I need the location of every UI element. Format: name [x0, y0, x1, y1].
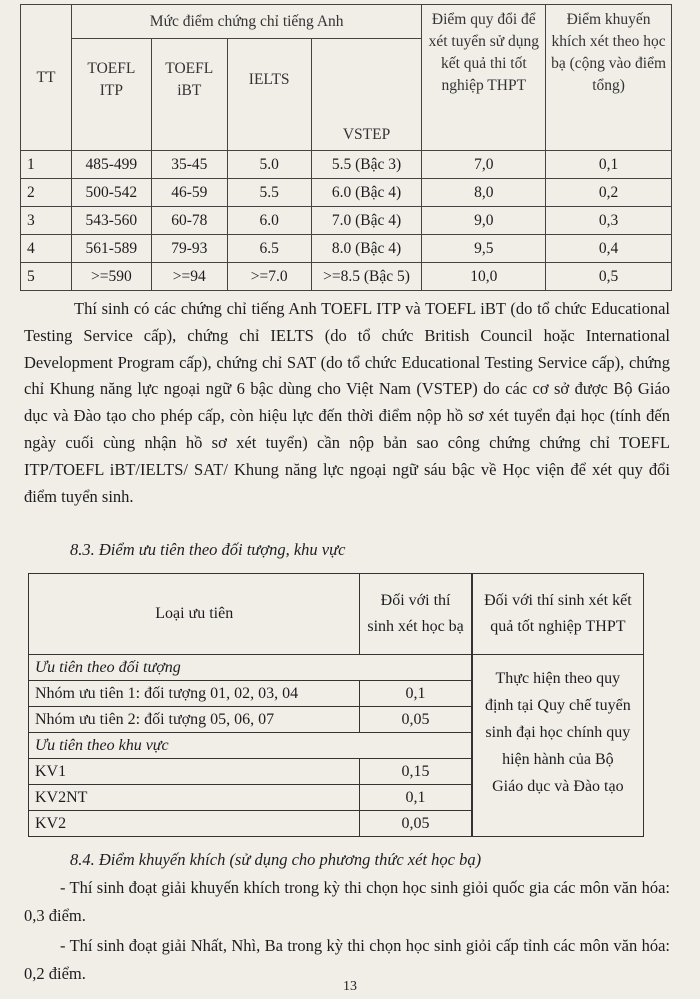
cell-conversion: 9,5 — [422, 235, 546, 263]
cell-vstep: 5.5 (Bậc 3) — [311, 151, 422, 179]
header-cert-group: Mức điểm chứng chỉ tiếng Anh — [71, 5, 422, 39]
cell-vstep: 6.0 (Bậc 4) — [311, 179, 422, 207]
cell-bonus: 0,1 — [546, 151, 672, 179]
cell-ielts: 6.5 — [227, 235, 311, 263]
header-exam: Đối với thí sinh xét kết quả tốt nghiệp THPT — [472, 574, 644, 655]
certificate-conversion-table — [20, 4, 672, 291]
cell-bonus: 0,2 — [546, 179, 672, 207]
cell-ielts: 5.0 — [227, 151, 311, 179]
table-row — [21, 207, 672, 235]
cell-vstep: >=8.5 (Bậc 5) — [311, 263, 422, 291]
header-ielts: IELTS — [227, 39, 311, 151]
row-label: KV1 — [29, 759, 360, 785]
cell-conversion: 10,0 — [422, 263, 546, 291]
table-row — [21, 151, 672, 179]
cell-conversion: 9,0 — [422, 207, 546, 235]
cell-tt: 4 — [21, 235, 72, 263]
row-value: 0,15 — [360, 759, 472, 785]
cell-tt: 1 — [21, 151, 72, 179]
cell-toefl-ibt: 35-45 — [151, 151, 227, 179]
section-heading-8-3: 8.3. Điểm ưu tiên theo đối tượng, khu vực — [70, 540, 346, 559]
header-toefl-ibt: TOEFL iBT — [151, 39, 227, 151]
header-toefl-itp: TOEFL ITP — [71, 39, 151, 151]
page-number: 13 — [343, 979, 357, 994]
cell-bonus: 0,4 — [546, 235, 672, 263]
category-by-object: Ưu tiên theo đối tượng — [29, 655, 472, 681]
cell-vstep: 7.0 (Bậc 4) — [311, 207, 422, 235]
row-value: 0,05 — [360, 707, 472, 733]
cell-toefl-ibt: 60-78 — [151, 207, 227, 235]
cell-bonus: 0,5 — [546, 263, 672, 291]
cell-toefl-itp: 561-589 — [71, 235, 151, 263]
table-row — [21, 179, 672, 207]
category-by-area: Ưu tiên theo khu vực — [29, 733, 472, 759]
row-label: KV2 — [29, 811, 360, 837]
cell-toefl-itp: 485-499 — [71, 151, 151, 179]
cell-ielts: 5.5 — [227, 179, 311, 207]
header-bonus: Điểm khuyến khích xét theo học bạ (cộng vào điểm tổng) — [546, 5, 672, 151]
header-conversion: Điểm quy đổi để xét tuyển sử dụng kết quả thi tốt nghiệp THPT — [422, 5, 546, 151]
section-heading-8-4: 8.4. Điểm khuyến khích (sử dụng cho phương thức xét học bạ) — [70, 850, 482, 869]
bullet-item: - Thí sinh đoạt giải Nhất, Nhì, Ba trong kỳ thi chọn học sinh giỏi cấp tỉnh các môn văn hóa: 0,2 điểm. — [24, 936, 670, 983]
certificate-paragraph: Thí sinh có các chứng chỉ tiếng Anh TOEFL ITP và TOEFL iBT (do tổ chức Educational Testing Service cấp), chứng chỉ IELTS (do tổ chức British Council hoặc International Development Program cấp), chứng chỉ SAT (do tổ chức Educational Testing Service cấp), chứng chỉ Khung năng lực ngoại ngữ 6 bậc dùng cho Việt Nam (VSTEP) do các cơ sở được Bộ Giáo dục và Đào tạo cho phép cấp, còn hiệu lực đến thời điểm nộp hồ sơ xét tuyển đại học (tính đến ngày cuối cùng nhận hồ sơ xét tuyển) cần nộp bản sao công chứng chứng chỉ TOEFL ITP/TOEFL iBT/IELTS/ SAT/ Khung năng lực ngoại ngữ sáu bậc về Học viện để xét quy đổi điểm tuyển sinh. — [24, 299, 670, 506]
cell-toefl-itp: 500-542 — [71, 179, 151, 207]
row-label: KV2NT — [29, 785, 360, 811]
cell-ielts: >=7.0 — [227, 263, 311, 291]
bullet-item: - Thí sinh đoạt giải khuyến khích trong kỳ thi chọn học sinh giỏi quốc gia các môn văn hóa: 0,3 điểm. — [24, 878, 670, 925]
cell-toefl-ibt: >=94 — [151, 263, 227, 291]
cell-tt: 3 — [21, 207, 72, 235]
exam-note-cell: Thực hiện theo quy định tại Quy chế tuyển sinh đại học chính quy hiện hành của Bộ Giáo dục và Đào tạo — [472, 655, 644, 837]
row-label: Nhóm ưu tiên 2: đối tượng 05, 06, 07 — [29, 707, 360, 733]
priority-points-table — [28, 573, 644, 837]
table-row — [21, 263, 672, 291]
row-value: 0,05 — [360, 811, 472, 837]
table-row — [21, 235, 672, 263]
cell-tt: 5 — [21, 263, 72, 291]
row-value: 0,1 — [360, 681, 472, 707]
cell-toefl-ibt: 46-59 — [151, 179, 227, 207]
row-label: Nhóm ưu tiên 1: đối tượng 01, 02, 03, 04 — [29, 681, 360, 707]
cell-tt: 2 — [21, 179, 72, 207]
header-transcript: Đối với thí sinh xét học bạ — [360, 574, 472, 655]
header-priority-type: Loại ưu tiên — [29, 574, 360, 655]
header-vstep: VSTEP — [311, 39, 422, 151]
cell-vstep: 8.0 (Bậc 4) — [311, 235, 422, 263]
cell-toefl-itp: >=590 — [71, 263, 151, 291]
cell-conversion: 8,0 — [422, 179, 546, 207]
cell-toefl-ibt: 79-93 — [151, 235, 227, 263]
cell-bonus: 0,3 — [546, 207, 672, 235]
cell-toefl-itp: 543-560 — [71, 207, 151, 235]
cell-conversion: 7,0 — [422, 151, 546, 179]
header-tt: TT — [21, 5, 72, 151]
cell-ielts: 6.0 — [227, 207, 311, 235]
row-value: 0,1 — [360, 785, 472, 811]
